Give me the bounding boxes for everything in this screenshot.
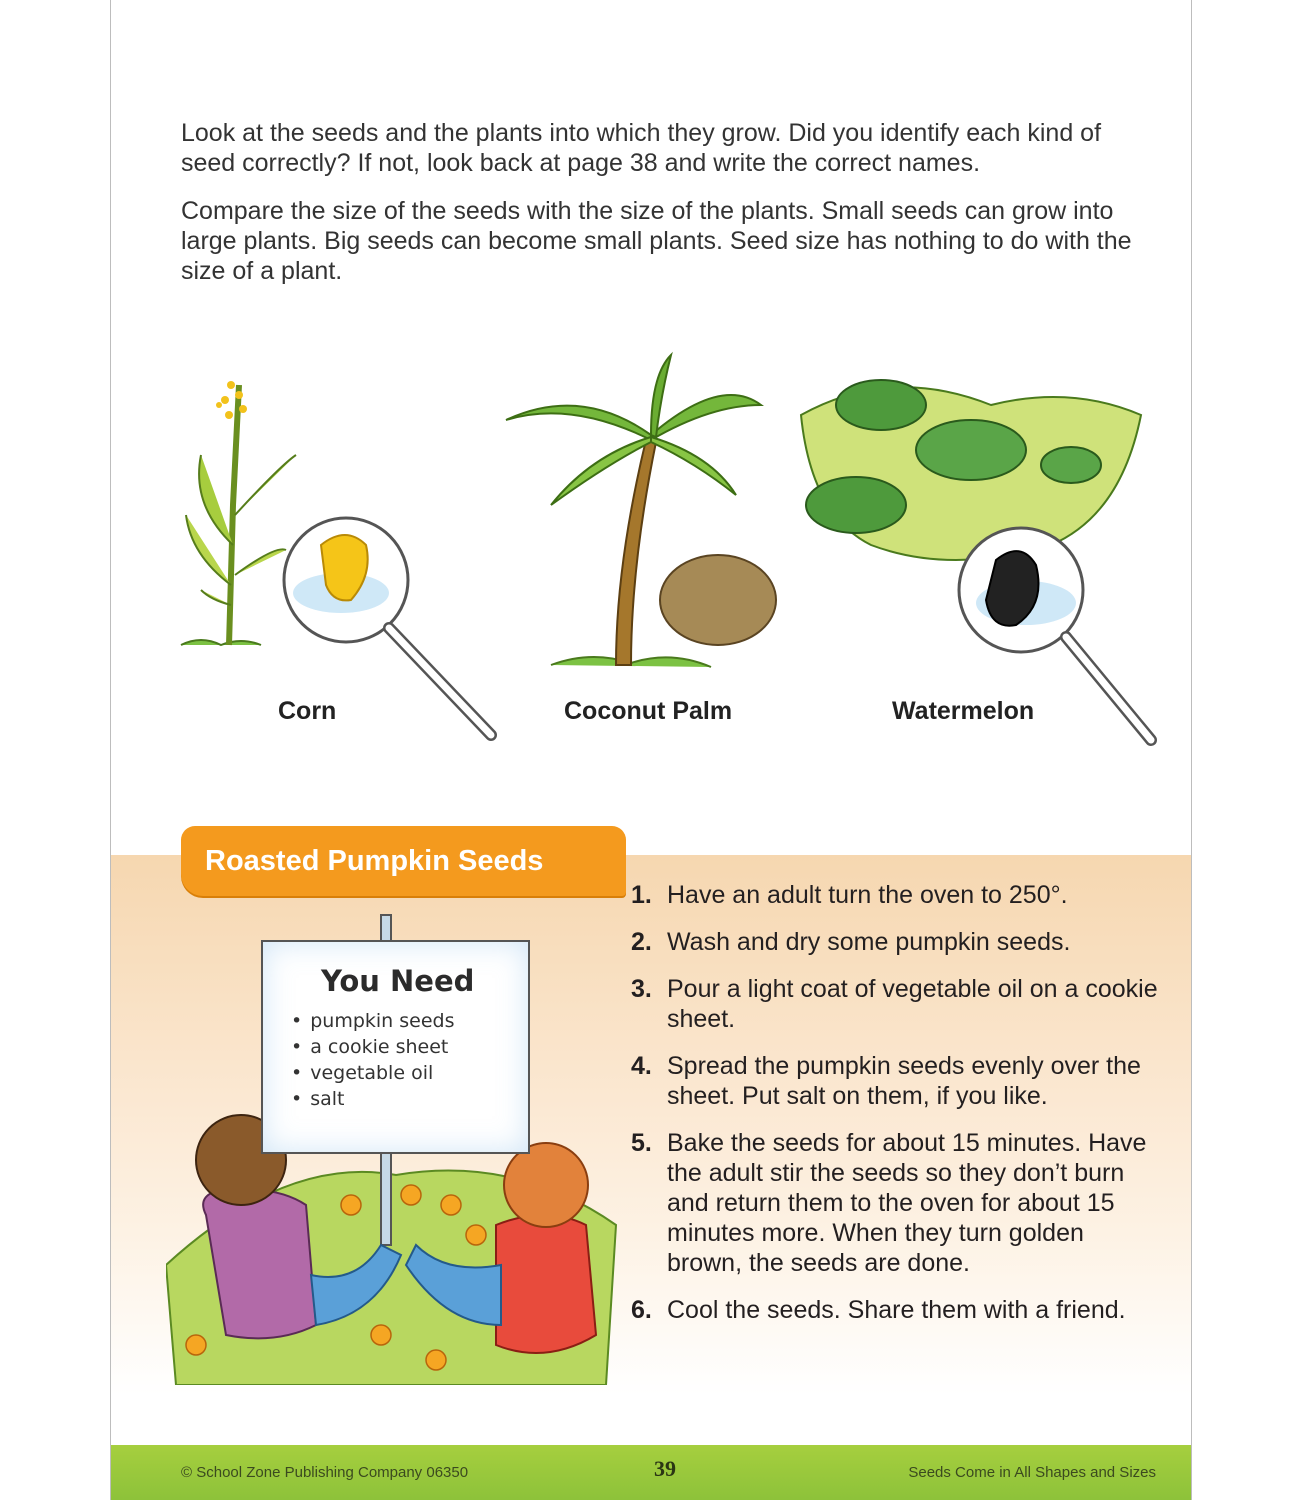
step-item bbox=[631, 974, 1161, 1034]
intro-text bbox=[181, 118, 1156, 304]
footer-section-title: Seeds Come in All Shapes and Sizes bbox=[908, 1464, 1156, 1481]
step-text: Bake the seeds for about 15 minutes. Have the adult stir the seeds so they don’t burn and return them to the oven for about 15 minutes more. When they turn golden brown, the seeds are done. bbox=[667, 1129, 1147, 1277]
step-number: 5. bbox=[631, 1129, 652, 1157]
step-text: Spread the pumpkin seeds evenly over the sheet. Put salt on them, if you like. bbox=[667, 1052, 1141, 1110]
step-text: Pour a light coat of vegetable oil on a cookie sheet. bbox=[667, 975, 1158, 1033]
label-corn: Corn bbox=[278, 697, 337, 725]
step-number: 6. bbox=[631, 1296, 652, 1324]
label-watermelon: Watermelon bbox=[892, 697, 1035, 725]
supply-item: • salt bbox=[291, 1086, 528, 1112]
steps-list bbox=[631, 880, 1161, 1342]
watermelon-plant-illustration bbox=[801, 380, 1141, 560]
step-item bbox=[631, 1295, 1161, 1325]
supply-item: • a cookie sheet bbox=[291, 1034, 528, 1060]
supply-item: • vegetable oil bbox=[291, 1060, 528, 1086]
step-text: Have an adult turn the oven to 250°. bbox=[667, 881, 1068, 909]
step-item bbox=[631, 1128, 1161, 1278]
label-coconut-palm: Coconut Palm bbox=[564, 697, 733, 725]
step-number: 3. bbox=[631, 975, 652, 1003]
step-text: Cool the seeds. Share them with a friend. bbox=[667, 1296, 1126, 1324]
supply-item: • pumpkin seeds bbox=[291, 1008, 528, 1034]
step-number: 4. bbox=[631, 1052, 652, 1080]
activity-title: Roasted Pumpkin Seeds bbox=[181, 826, 626, 896]
coconut-palm-illustration bbox=[506, 355, 776, 667]
step-item bbox=[631, 880, 1161, 910]
step-item bbox=[631, 927, 1161, 957]
sign-title: You Need bbox=[321, 964, 475, 998]
supplies-list bbox=[263, 1008, 528, 1112]
intro-paragraph-1: Look at the seeds and the plants into which they grow. Did you identify each kind of seed correctly? If not, look back at page 38 and write the correct names. bbox=[181, 119, 1102, 177]
footer-copyright: © School Zone Publishing Company 06350 bbox=[181, 1464, 469, 1481]
supplies-sign bbox=[261, 940, 530, 1154]
step-number: 1. bbox=[631, 881, 652, 909]
workbook-page bbox=[110, 0, 1192, 1500]
intro-paragraph-2: Compare the size of the seeds with the size of the plants. Small seeds can grow into large plants. Big seeds can become small plants. Seed size has nothing to do with the size of a plant. bbox=[181, 197, 1132, 285]
page-number: 39 bbox=[654, 1456, 676, 1481]
step-number: 2. bbox=[631, 928, 652, 956]
step-item bbox=[631, 1051, 1161, 1111]
step-text: Wash and dry some pumpkin seeds. bbox=[667, 928, 1071, 956]
corn-plant-illustration bbox=[181, 381, 296, 645]
